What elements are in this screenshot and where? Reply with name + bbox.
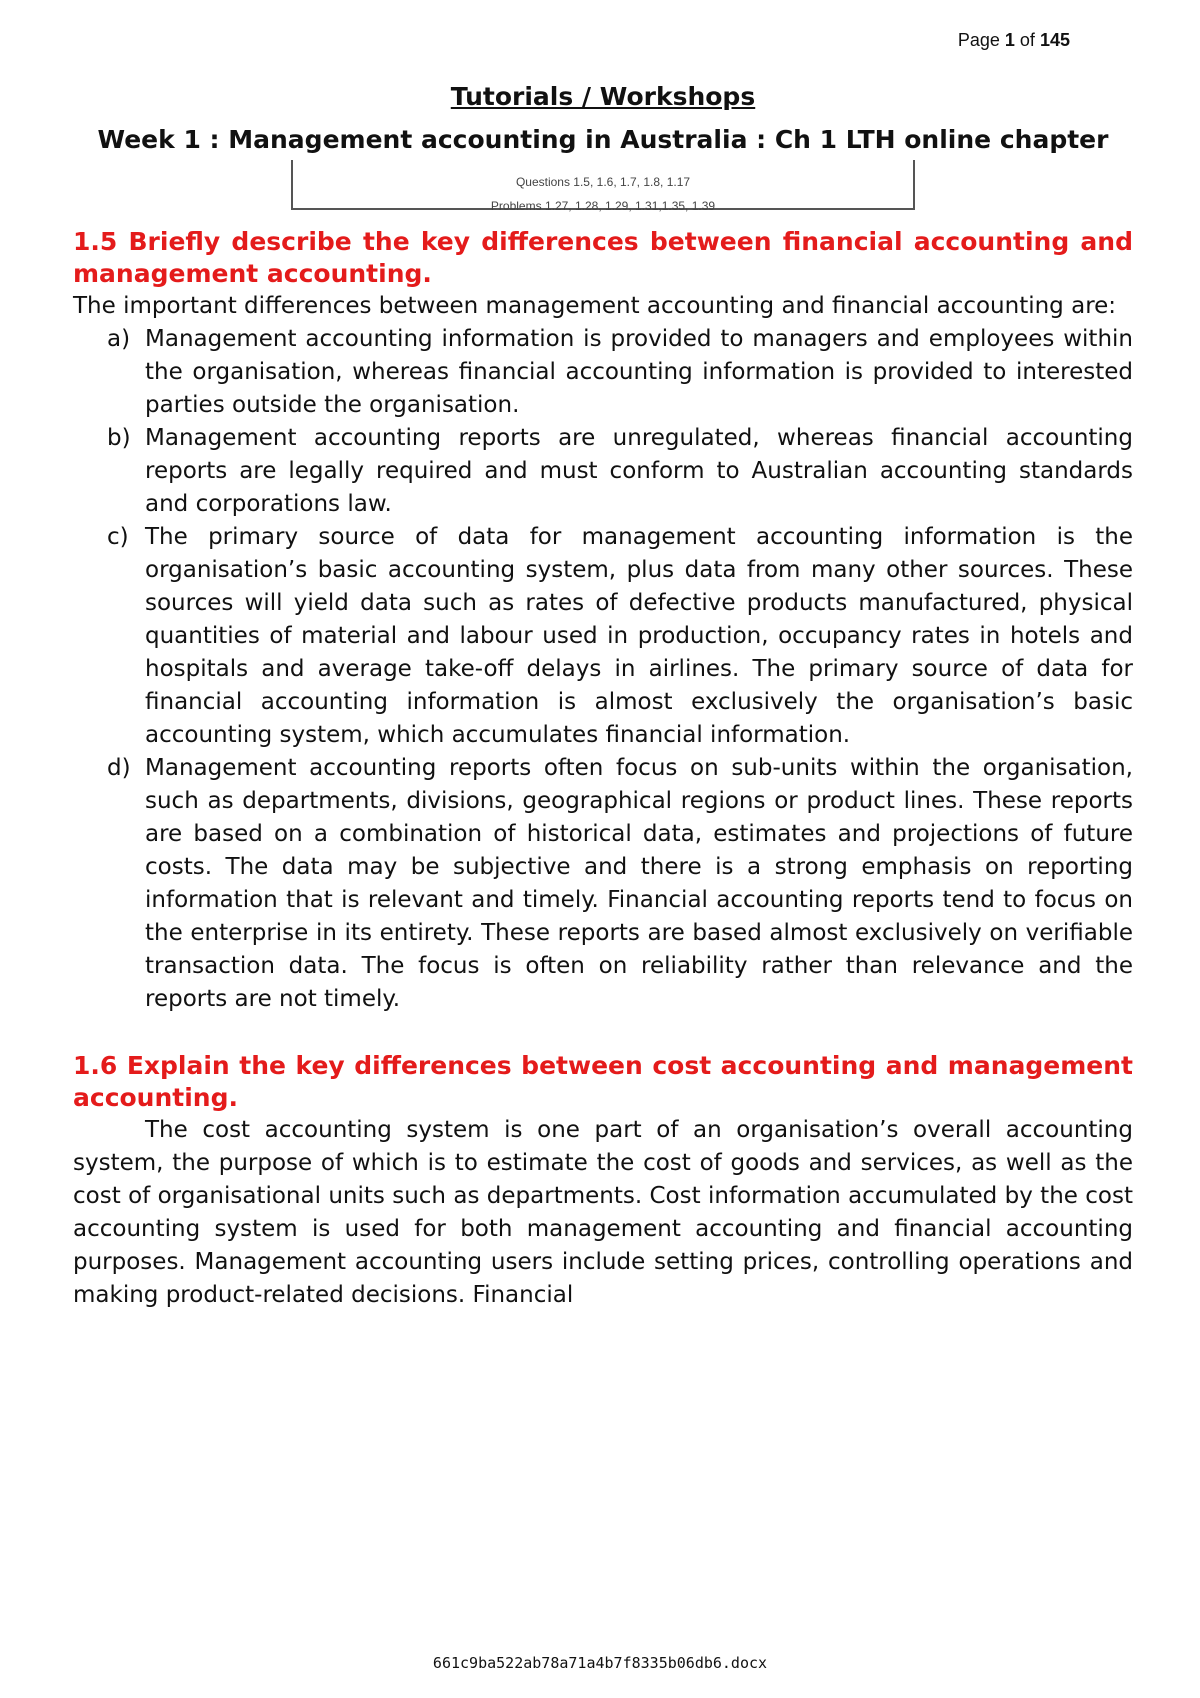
section-spacer	[73, 1016, 1133, 1034]
list-item	[107, 521, 1133, 752]
week-title: Week 1 : Management accounting in Australia : Ch 1 LTH online chapter	[97, 125, 1109, 154]
list-item	[107, 422, 1133, 521]
section-1-5-heading: 1.5 Briefly describe the key differences between financial accounting and management accounting.	[73, 227, 1133, 288]
list-item-text: The primary source of data for management accounting information is the organisation’s basic accounting system, plus data from many other sources. These sources will yield data such as rates of defective products manufactured, physical quantities of material and labour used in production, occupancy rates in hotels and hospitals and average take-off delays in airlines. The primary source of data for financial accounting information is almost exclusively the organisation’s basic accounting system, which accumulates financial information.	[145, 524, 1133, 748]
list-marker: c)	[107, 524, 129, 550]
page-current: 1	[1004, 30, 1015, 50]
list-marker: d)	[107, 755, 131, 781]
differences-list	[73, 323, 1133, 1016]
section-1-6-body: The cost accounting system is one part of an organisation’s overall accounting system, the purpose of which is to estimate the cost of goods and services, as well as the cost of organisational units such as departments. Cost information accumulated by the cost accounting system is used for both management accounting and financial accounting purposes. Management accounting users include setting prices, controlling operations and making product-related decisions. Financial	[73, 1117, 1133, 1308]
section-1-6-heading: 1.6 Explain the key differences between cost accounting and management accounting.	[73, 1051, 1133, 1112]
list-item-text: Management accounting information is provided to managers and employees within the organisation, whereas financial accounting information is provided to interested parties outside the organisation.	[145, 326, 1133, 418]
list-item-text: Management accounting reports often focus on sub-units within the organisation, such as departments, divisions, geographical regions or product lines. These reports are based on a combination of historical data, estimates and projections of future costs. The data may be subjective and there is a strong emphasis on reporting information that is relevant and timely. Financial accounting reports tend to focus on the enterprise in its entirety. These reports are based almost exclusively on verifiable transaction data. The focus is often on reliability rather than relevance and the reports are not timely.	[145, 755, 1133, 1012]
section-1-5-intro: The important differences between management accounting and financial accounting are:	[73, 293, 1117, 319]
page-number	[958, 30, 1070, 51]
questions-box	[291, 160, 915, 213]
questions-list: Questions 1.5, 1.6, 1.7, 1.8, 1.17	[515, 175, 691, 189]
document-body	[73, 80, 1133, 1312]
page-total: 145	[1039, 30, 1070, 50]
list-item-text: Management accounting reports are unregulated, whereas financial accounting reports are legally required and must conform to Australian accounting standards and corporations law.	[145, 425, 1133, 517]
document-title: Tutorials / Workshops	[450, 82, 756, 111]
problems-list: Problems 1.27, 1.28, 1.29, 1.31,1.35, 1.39	[490, 199, 716, 213]
page-prefix: Page	[957, 30, 1000, 50]
list-item	[107, 752, 1133, 1016]
page-of: of	[1019, 30, 1035, 50]
list-marker: b)	[107, 425, 131, 451]
list-marker: a)	[107, 326, 131, 352]
footer-filename: 661c9ba522ab78a71a4b7f8335b06db6.docx	[432, 1654, 768, 1672]
list-item	[107, 323, 1133, 422]
